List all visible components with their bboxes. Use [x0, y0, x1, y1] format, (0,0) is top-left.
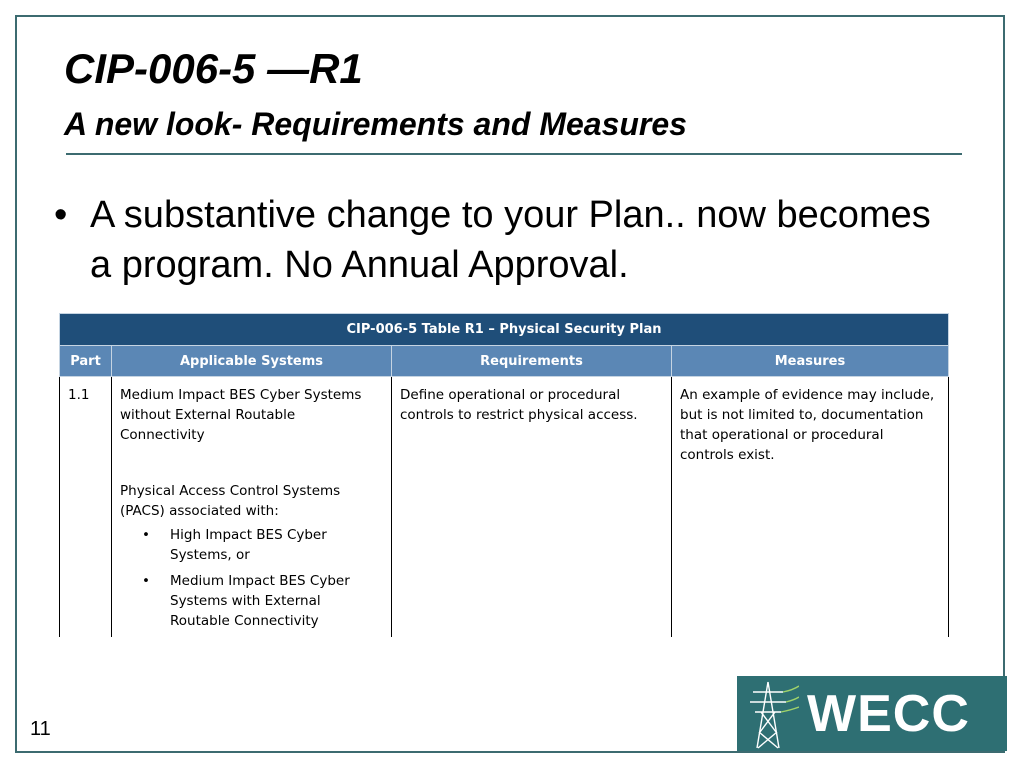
title-divider	[66, 153, 962, 155]
slide-subtitle: A new look- Requirements and Measures	[64, 106, 687, 142]
bullet-marker: •	[54, 194, 68, 236]
cell-part	[60, 377, 112, 638]
systems-paragraph: Medium Impact BES Cyber Systems without External Routable Connectivity	[120, 387, 362, 443]
list-item-text: High Impact BES Cyber Systems, or	[170, 527, 327, 563]
bullet-text: A substantive change to your Plan.. now becomes a program. No Annual Approval.	[90, 194, 931, 286]
cell-requirements	[392, 377, 672, 638]
logo-text: WECC	[807, 684, 970, 743]
list-item-text: Medium Impact BES Cyber Systems with External Routable Connectivity	[170, 573, 350, 629]
table-row	[60, 377, 949, 638]
list-item	[142, 571, 383, 631]
header-applicable-systems: Applicable Systems	[112, 346, 392, 377]
bullet-point	[54, 190, 954, 290]
transmission-tower-icon	[737, 676, 799, 751]
header-measures: Measures	[672, 346, 949, 377]
wecc-logo	[737, 676, 1007, 751]
page-number: 11	[30, 718, 51, 740]
cell-applicable-systems	[112, 377, 392, 638]
header-requirements: Requirements	[392, 346, 672, 377]
table-caption: CIP-006-5 Table R1 – Physical Security Plan	[60, 314, 949, 346]
systems-paragraph: Physical Access Control Systems (PACS) associated with:	[120, 483, 341, 519]
requirements-text: Define operational or procedural controls to restrict physical access.	[400, 387, 638, 423]
list-item	[142, 525, 383, 565]
part-number: 1.1	[68, 387, 90, 403]
systems-list	[120, 525, 383, 631]
bullet-marker: •	[142, 527, 150, 543]
header-part: Part	[60, 346, 112, 377]
requirements-table	[59, 313, 949, 637]
measures-text: An example of evidence may include, but is not limited to, documentation that operational or procedural controls exist.	[680, 387, 935, 463]
bullet-marker: •	[142, 573, 150, 589]
slide-title: CIP-006-5 —R1	[64, 45, 363, 92]
cell-measures	[672, 377, 949, 638]
